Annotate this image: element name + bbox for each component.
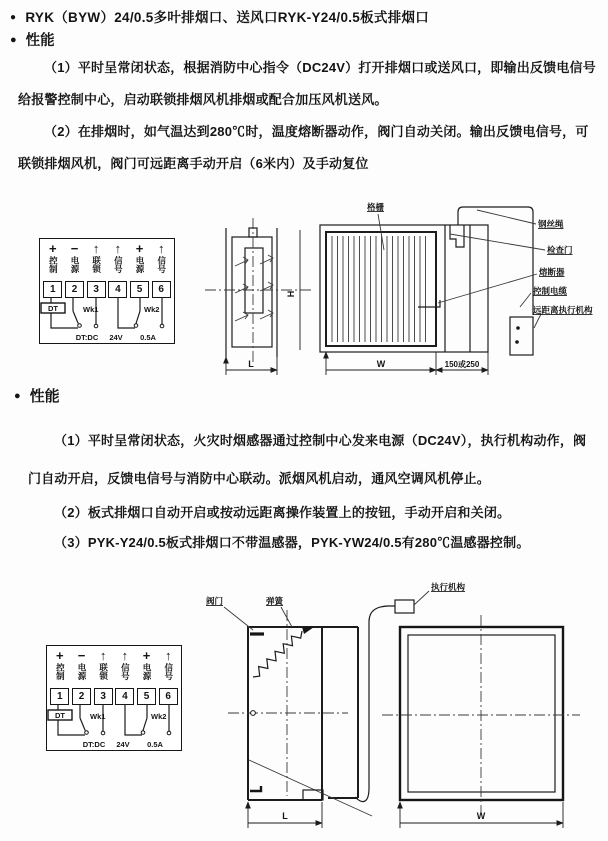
grille-label: 格栅 bbox=[367, 202, 385, 212]
diagram1-dimensions bbox=[326, 352, 488, 375]
blade-stop bbox=[250, 786, 261, 791]
dt-label: DT bbox=[55, 711, 65, 720]
bullet-icon: ● bbox=[10, 34, 17, 46]
fuse-label: 熔断器 bbox=[539, 267, 565, 277]
valve-label: 阀门 bbox=[206, 596, 224, 606]
24v-label: 24V bbox=[116, 740, 130, 749]
spring-zigzag bbox=[253, 631, 302, 677]
wk1-label: Wk1 bbox=[83, 305, 99, 314]
actuator-dot bbox=[515, 340, 519, 344]
page-title bbox=[10, 6, 429, 26]
arrow-up-symbol: ↑ bbox=[121, 648, 129, 663]
actuator-label: 执行机构 bbox=[431, 582, 466, 592]
terminal-number: 5 bbox=[137, 688, 156, 705]
24v-label: 24V bbox=[109, 333, 123, 342]
minus-symbol: − bbox=[77, 648, 86, 663]
terminal-number: 1 bbox=[50, 688, 69, 705]
spring-label: 弹簧 bbox=[266, 596, 284, 606]
plus-symbol: + bbox=[142, 648, 151, 663]
section1-paragraph-1: （1）平时呈常闭状态，根据消防中心指令（DC24V）打开排烟口或送风口，即输出反馈电信号给报警控制中心，启动联锁排烟风机排烟或配合加压风机送风。 bbox=[18, 60, 596, 107]
dt-label: DT bbox=[48, 304, 58, 313]
dim-h-label: H bbox=[286, 290, 296, 298]
damper-outline-diagram-bottom bbox=[0, 560, 608, 841]
terminal-label: 信号 bbox=[156, 256, 167, 273]
plus-symbol: + bbox=[56, 648, 64, 663]
arrow-up-symbol: ↑ bbox=[99, 648, 107, 663]
damper-outline-diagram-top bbox=[0, 195, 608, 385]
terminal-number: 3 bbox=[94, 688, 113, 705]
dim-150-250-label: 150或250 bbox=[444, 360, 480, 369]
terminal-label: 联锁 bbox=[91, 256, 102, 273]
remote-actuator bbox=[510, 317, 533, 355]
05a-label: 0.5A bbox=[147, 740, 163, 749]
section2-paragraph-2: （2）板式排烟口自动开启或按动远距离操作装置上的按钮，手动开启和关闭。 bbox=[54, 505, 511, 520]
actuator-dot bbox=[516, 326, 520, 330]
terminal-number: 2 bbox=[65, 281, 84, 298]
pivot-circle bbox=[251, 711, 256, 716]
terminal-number: 6 bbox=[159, 688, 178, 705]
actuator bbox=[395, 582, 466, 613]
wk2-label: Wk2 bbox=[151, 712, 167, 721]
arrow-up-symbol: ↑ bbox=[157, 241, 165, 256]
section1-heading bbox=[10, 29, 55, 50]
control-cable-label: 控制电缆 bbox=[533, 286, 568, 296]
inspection-door-label: 检查门 bbox=[547, 245, 573, 255]
terminal-number: 3 bbox=[87, 281, 106, 298]
section2-paragraph-1: （1）平时呈常闭状态，火灾时烟感器通过控制中心发来电源（DC24V），执行机构动作，阀门自动开启，反馈电信号与消防中心联动。派烟风机启动，通风空调风机停止。 bbox=[28, 433, 587, 486]
front-view bbox=[320, 207, 533, 352]
05a-label: 0.5A bbox=[140, 333, 156, 342]
section2-heading-text: 性能 bbox=[29, 388, 60, 405]
section1-heading-text: 性能 bbox=[25, 33, 55, 49]
arrow-up-symbol: ↑ bbox=[114, 241, 122, 256]
control-cable-curve bbox=[355, 606, 395, 802]
side-view bbox=[205, 218, 312, 375]
dim-l-label: L bbox=[282, 811, 288, 821]
wk2-label: Wk2 bbox=[144, 305, 160, 314]
terminal-number: 4 bbox=[108, 281, 127, 298]
minus-symbol: − bbox=[70, 241, 79, 256]
terminal-label: 联锁 bbox=[98, 663, 109, 680]
section2-heading bbox=[14, 385, 60, 406]
page-title-text: RYK（BYW）24/0.5多叶排烟口、送风口RYK-Y24/0.5板式排烟口 bbox=[25, 10, 430, 25]
wire-rope-label: 钢丝绳 bbox=[538, 219, 564, 229]
terminal-label: 控制 bbox=[55, 663, 66, 680]
terminal-label: 信号 bbox=[120, 663, 131, 680]
side-view bbox=[228, 606, 395, 828]
terminal-label: 控制 bbox=[48, 256, 59, 273]
diagram1-labels bbox=[367, 202, 593, 328]
terminal-number: 6 bbox=[152, 281, 171, 298]
bullet-icon: ● bbox=[14, 390, 21, 402]
terminal-label: 信号 bbox=[163, 663, 174, 680]
front-view bbox=[382, 615, 580, 828]
dtdc-label: DT:DC bbox=[75, 333, 99, 342]
terminal-number: 4 bbox=[115, 688, 134, 705]
arrow-up-symbol: ↑ bbox=[164, 648, 172, 663]
terminal-label: 电源 bbox=[77, 663, 87, 680]
dim-l-label: L bbox=[248, 359, 254, 369]
arrow-up-symbol: ↑ bbox=[92, 241, 100, 256]
section1-paragraph-2: （2）在排烟时，如气温达到280℃时，温度熔断器动作，阀门自动关闭。输出反馈电信号，可联锁排烟风机，阀门可远距离手动开启（6米内）及手动复位 bbox=[18, 124, 589, 171]
terminal-label: 电源 bbox=[135, 256, 146, 273]
dim-w-label: W bbox=[476, 811, 486, 821]
dim-w-label: W bbox=[376, 359, 386, 369]
terminal-label: 电源 bbox=[142, 663, 153, 680]
section2-paragraph-3: （3）PYK-Y24/0.5板式排烟口不带温感器，PYK-YW24/0.5有280℃温感器控制。 bbox=[54, 535, 530, 550]
wk1-label: Wk1 bbox=[90, 712, 106, 721]
plus-symbol: + bbox=[135, 241, 144, 256]
terminal-label: 电源 bbox=[70, 256, 80, 273]
dtdc-label: DT:DC bbox=[82, 740, 106, 749]
bullet-icon: ● bbox=[10, 12, 17, 23]
terminal-number: 1 bbox=[43, 281, 62, 298]
plus-symbol: + bbox=[49, 241, 57, 256]
spring-anchor bbox=[302, 627, 314, 634]
diagram2-labels bbox=[206, 596, 292, 630]
remote-actuator-label: 远距离执行机构 bbox=[533, 305, 593, 315]
terminal-label: 信号 bbox=[113, 256, 124, 273]
terminal-number: 2 bbox=[72, 688, 91, 705]
terminal-number: 5 bbox=[130, 281, 149, 298]
